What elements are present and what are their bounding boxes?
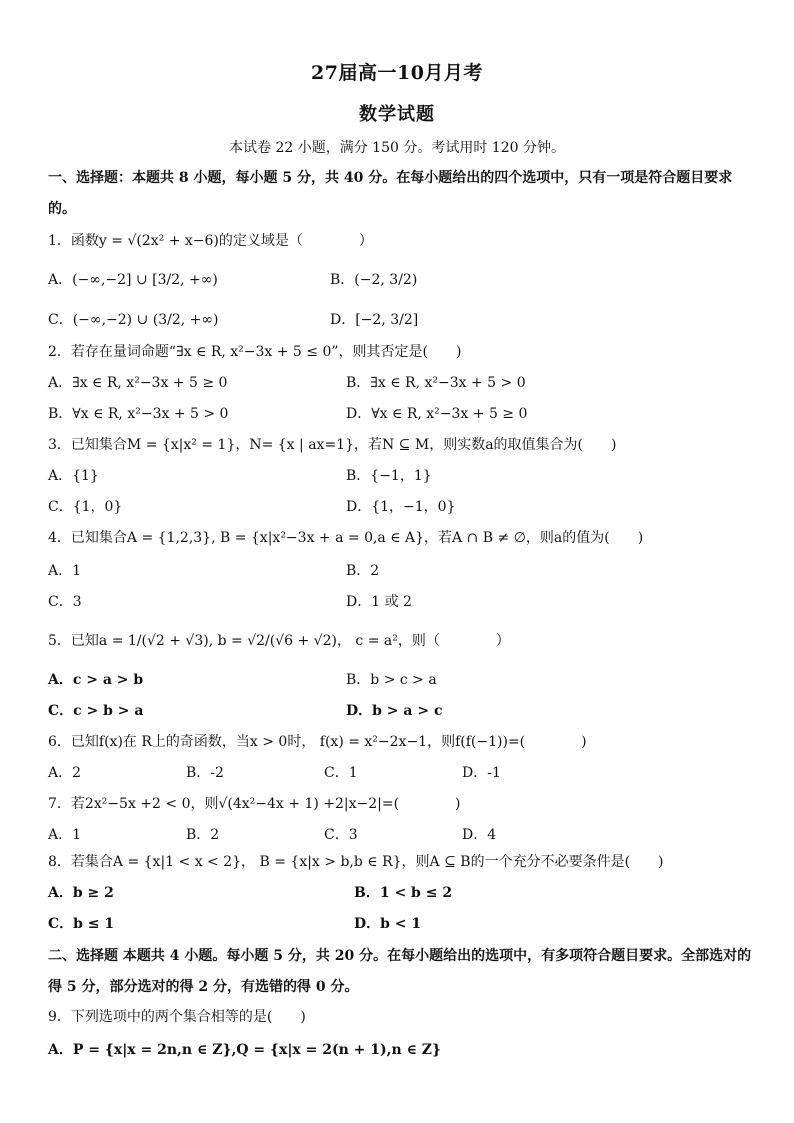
question-8-option-a: A．b ≥ 2: [48, 885, 114, 901]
question-4-option-b: B．2: [346, 563, 380, 579]
question-1-option-b: B．(−2, 3/2): [330, 272, 418, 288]
question-2-option-b: B．∃x ∈ R, x²−3x + 5 > 0: [346, 375, 526, 391]
question-3-option-c: C．{1，0}: [48, 499, 123, 515]
question-5-stem: 5．已知a = 1/(√2 + √3), b = √2/(√6 + √2)， c = a²，则（ ）: [48, 633, 510, 649]
question-1-option-d: D．[−2, 3/2]: [330, 312, 419, 328]
question-2-stem: 2．若存在量词命题“∃x ∈ R, x²−3x + 5 ≤ 0”，则其否定是( ): [48, 344, 462, 360]
question-3-option-a: A．{1}: [48, 468, 99, 484]
question-1-option-a: A．(−∞,−2] ∪ [3/2, +∞): [48, 272, 218, 288]
question-3-option-d: D．{1，−1，0}: [346, 499, 456, 515]
question-2-option-a: A．∃x ∈ R, x²−3x + 5 ≥ 0: [48, 375, 228, 391]
question-5-option-d: D．b > a > c: [346, 703, 443, 719]
question-5-option-a: A．c > a > b: [48, 672, 144, 688]
question-8-option-c: C．b ≤ 1: [48, 916, 115, 932]
question-4-option-d: D．1 或 2: [346, 594, 412, 610]
question-9-option-a: A．P = {x|x = 2n,n ∈ Z},Q = {x|x = 2(n + 1),n ∈ Z}: [48, 1042, 442, 1058]
question-3-stem: 3．已知集合M = {x|x² = 1}，N= {x | ax=1}，若N ⊆ M，则实数a的取值集合为( ): [48, 437, 617, 453]
exam-subject: 数学试题: [359, 104, 435, 125]
question-6-option-d: D．-1: [462, 765, 501, 781]
exam-info: 本试卷 22 小题，满分 150 分。考试用时 120 分钟。: [229, 140, 565, 156]
question-5-option-c: C．c > b > a: [48, 703, 144, 719]
question-7-option-b: B．2: [186, 827, 220, 843]
question-7-option-d: D．4: [462, 827, 497, 843]
question-6-option-b: B．-2: [186, 765, 224, 781]
question-3-option-b: B．{−1，1}: [346, 468, 432, 484]
question-4-option-a: A．1: [48, 563, 82, 579]
section-1-heading: 一、选择题：本题共 8 小题，每小题 5 分，共 40 分。在每小题给出的四个选项中，只有一项是符合题目要求的。: [48, 170, 733, 217]
question-6-option-c: C．1: [324, 765, 358, 781]
section-2-heading: 二、选择题 本题共 4 小题。每小题 5 分，共 20 分。在每小题给出的选项中，有多项符合题目要求。全部选对的得 5 分，部分选对的得 2 分，有选错的得 0 分。: [48, 948, 752, 995]
question-7-stem: 7．若2x²−5x +2 < 0，则√(4x²−4x + 1) +2|x−2|=( ): [48, 796, 461, 812]
question-7-option-c: C．3: [324, 827, 358, 843]
question-8-stem: 8．若集合A = {x|1 < x < 2}， B = {x|x > b,b ∈ R}，则A ⊆ B的一个充分不必要条件是( ): [48, 854, 664, 870]
question-4-option-c: C．3: [48, 594, 82, 610]
question-2-option-d: D．∀x ∈ R, x²−3x + 5 ≥ 0: [346, 406, 528, 422]
question-7-option-a: A．1: [48, 827, 82, 843]
question-5-option-b: B．b > c > a: [346, 672, 437, 688]
question-8-option-b: B．1 < b ≤ 2: [354, 885, 453, 901]
question-9-stem: 9．下列选项中的两个集合相等的是( ): [48, 1009, 306, 1025]
question-2-option-c: B．∀x ∈ R, x²−3x + 5 > 0: [48, 406, 229, 422]
question-1-stem: 1．函数y = √(2x² + x−6)的定义域是（ ）: [48, 233, 373, 249]
question-6-option-a: A．2: [48, 765, 82, 781]
question-6-stem: 6．已知f(x)在 R上的奇函数，当x > 0时， f(x) = x²−2x−1，则f(f(−1))=( ): [48, 734, 587, 750]
question-8-option-d: D．b < 1: [354, 916, 422, 932]
question-1-option-c: C．(−∞,−2) ∪ (3/2, +∞): [48, 312, 219, 328]
question-4-stem: 4．已知集合A = {1,2,3}, B = {x|x²−3x + a = 0,a ∈ A}，若A ∩ B ≠ ∅，则a的值为( ): [48, 530, 644, 546]
exam-title: 27届高一10月月考: [311, 62, 483, 84]
